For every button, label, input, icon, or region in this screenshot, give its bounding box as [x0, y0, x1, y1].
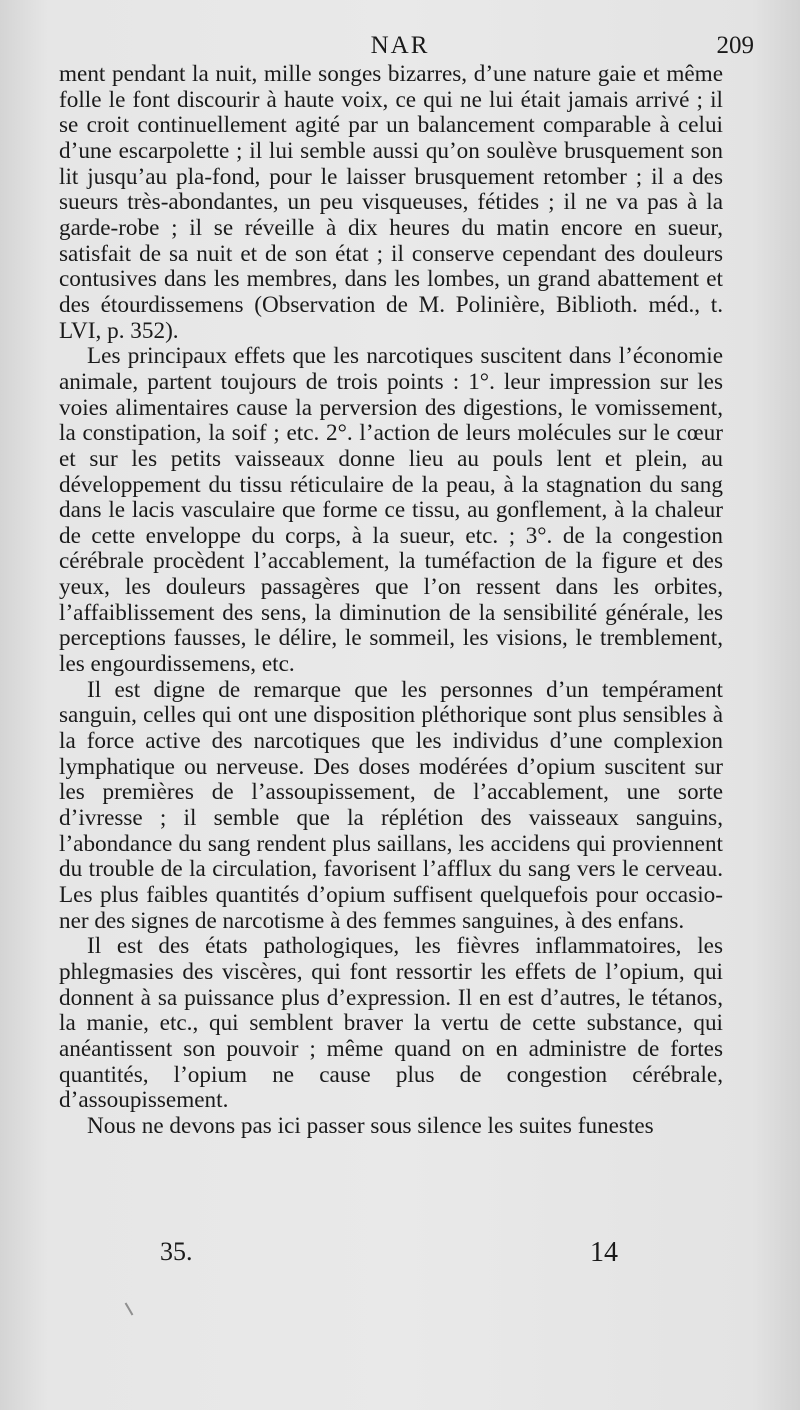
page-header: [60, 30, 754, 64]
page-number: 209: [716, 32, 754, 59]
paragraph-4: Il est des états pathologiques, les fièvres inflammatoires, les phlegmasies des viscères, qui font ressortir les effets de l’opium, qui donnent à sa puissance plus d’expression. Il en est d’autres, le tétanos, la manie, etc., qui semblent braver la vertu de cette substance, qui anéantissent son pouvoir ; même quand on en administre de fortes quantités, l’opium ne cause plus de congestion cérébrale, d’assoupissement.: [59, 933, 723, 1114]
paragraph-3: Il est digne de remarque que les personnes d’un tempérament sanguin, celles qui ont une disposition pléthorique sont plus sensibles à la force active des narcotiques que les individus d’une complexion lymphatique ou nerveuse. Des doses modérées d’opium suscitent sur les premières de l’assoupissement, de l’accablement, une sorte d’ivresse ; il semble que la réplétion des vaisseaux sanguins, l’abondance du sang rendent plus saillans, les accidens qui proviennent du trouble de la circulation, favorisent l’afflux du sang vers le cerveau. Les plus faibles quantités d’opium suffisent quelquefois pour occasioner des signes de narcotisme à des femmes sanguines, à des enfans.: [59, 676, 723, 934]
paragraph-5: Nous ne devons pas ici passer sous silence les suites funestes: [87, 1112, 654, 1139]
gathering-number: 14: [590, 1237, 618, 1268]
ink-mark: [125, 1302, 134, 1315]
page-footer: [0, 1237, 800, 1277]
paragraph-1: ment pendant la nuit, mille songes bizarres, d’une nature gaie et même folle le font discourir à haute voix, ce qui ne lui était jamais arrivé ; il se croit continuellement agité par un balancement comparable à celui d’une escarpolette ; il lui semble aussi qu’on soulève brusquement son lit jusqu’au pla-fond, pour le laisser brusquement retomber ; il a des sueurs très-abondantes, un peu visqueuses, fétides ; il ne va pas à la garde-robe ; il se réveille à dix heures du matin encore en sueur, satisfait de sa nuit et de son état ; il conserve cependant des douleurs contusives dans les membres, dans les lombes, un grand abattement et des étourdissemens (Observation de M. Polinière, Biblioth. méd., t. LVI, p. 352).: [59, 61, 723, 344]
paragraph-2: Les principaux effets que les narcotiques suscitent dans l’économie animale, partent toujours de trois points : 1°. leur impression sur les voies alimentaires cause la perversion des digestions, le vomissement, la constipation, la soif ; etc. 2°. l’action de leurs molécules sur le cœur et sur les petits vaisseaux donne lieu au pouls lent et plein, au développement du tissu réticulaire de la peau, à la stagnation du sang dans le lacis vasculaire que forme ce tissu, au gonflement, à la chaleur de cette enveloppe du corps, à la sueur, etc. ; 3°. de la congestion cérébrale procèdent l’accablement, la tuméfaction de la figure et des yeux, les douleurs passagères que l’on ressent dans les orbites, l’affaiblissement des sens, la diminution de la sensibilité générale, les perceptions fausses, le délire, le sommeil, les visions, le tremblement, les engourdissemens, etc.: [59, 343, 723, 678]
body-text: [59, 62, 723, 1140]
running-head: NAR: [370, 32, 430, 59]
signature-mark: 35.: [160, 1237, 193, 1266]
